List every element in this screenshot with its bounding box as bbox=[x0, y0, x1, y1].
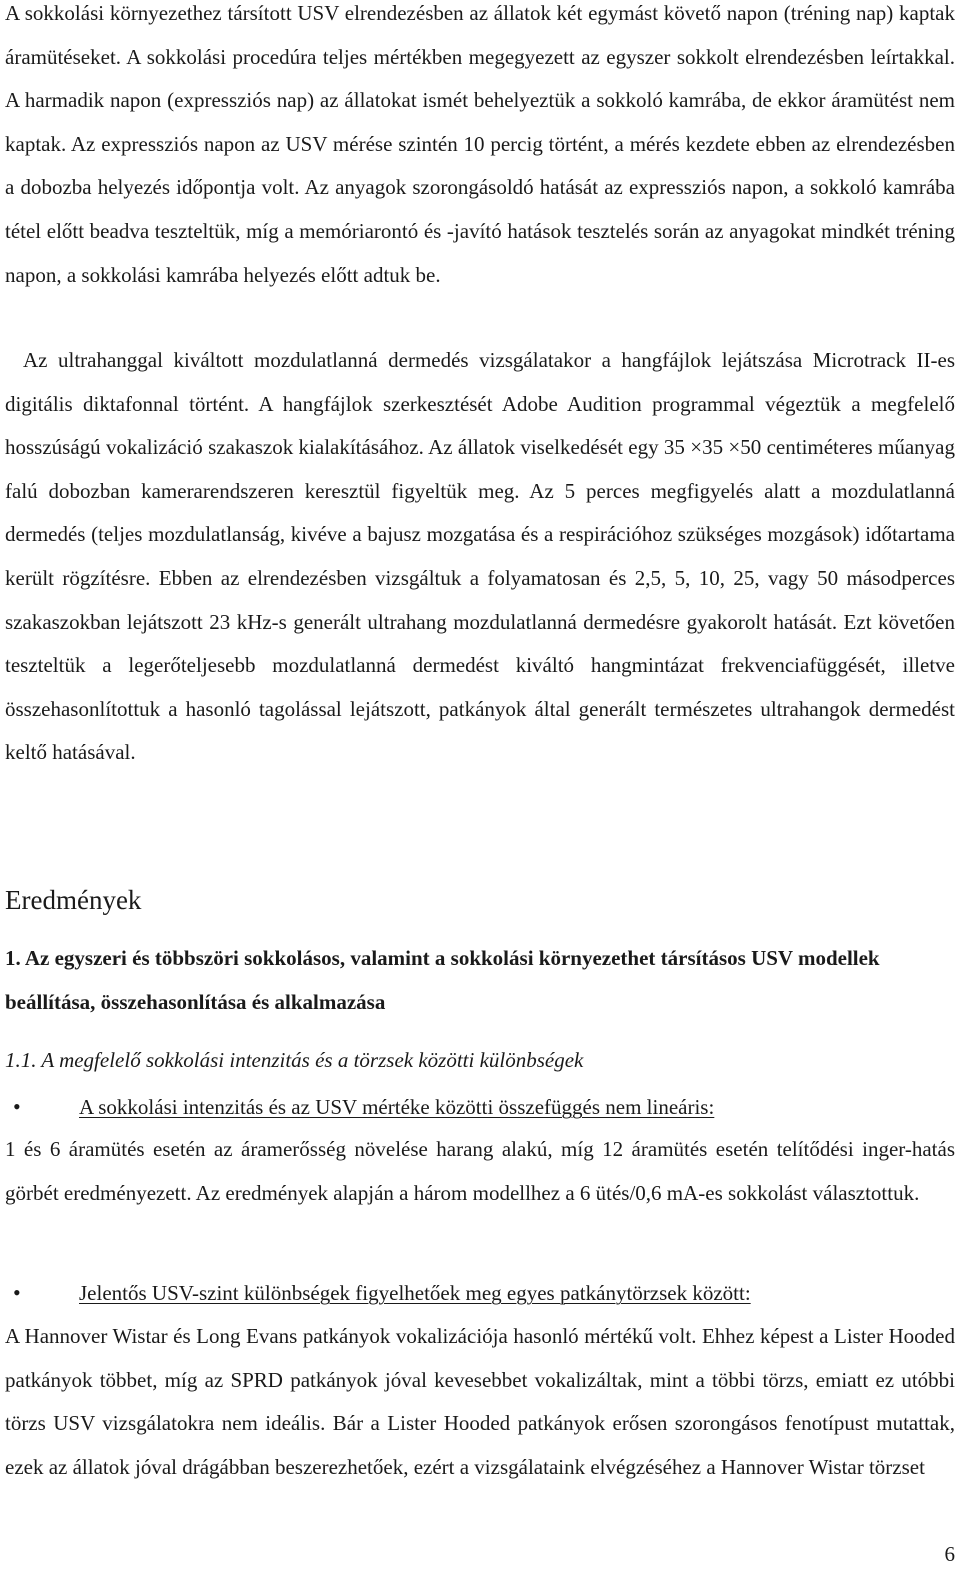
subsection-heading: 1. Az egyszeri és többszöri sokkolásos, valamint a sokkolási környezethet társításos USV modellek beállítása, összehasonlítása és alkalmazása bbox=[5, 946, 880, 1014]
bullet-2-body: A Hannover Wistar és Long Evans patkányok vokalizációja hasonló mértékű volt. Ehhez képest a Lister Hooded patkányok többet, míg az SPRD patkányok jóval kevesebbet vokalizáltak, mint a többi törzs, emiatt ez utóbbi törzs USV vizsgálatokra nem ideális. Bár a Lister Hooded patkányok erősen szorongásos fenotípust mutattak, ezek az állatok jóval drágábban beszerezhetőek, ezért a vizsgálataink elvégzéséhez a Hannover Wistar törzset bbox=[5, 1324, 955, 1479]
bullet-2-body-block bbox=[5, 1315, 955, 1489]
bullet-heading: Jelentős USV-szint különbségek figyelhetőek meg egyes patkánytörzsek között: bbox=[79, 1281, 751, 1305]
ultrasound-paragraph-block bbox=[5, 339, 955, 775]
subsubsection-heading: 1.1. A megfelelő sokkolási intenzitás és a törzsek közötti különbségek bbox=[5, 1048, 584, 1072]
page-number: 6 bbox=[944, 1542, 955, 1566]
section-heading: Eredmények bbox=[5, 885, 142, 915]
bullet-1-body: 1 és 6 áramütés esetén az áramerősség növelése harang alakú, míg 12 áramütés esetén telítődési inger-hatás görbét eredményezett. Az eredmények alapján a három modellhez a 6 ütés/0,6 mA-es sokkolást választottuk. bbox=[5, 1137, 955, 1205]
bullet-heading: A sokkolási intenzitás és az USV mértéke közötti összefüggés nem lineáris: bbox=[79, 1095, 715, 1119]
ultrasound-paragraph: Az ultrahanggal kiváltott mozdulatlanná dermedés vizsgálatakor a hangfájlok lejátszása Microtrack II-es digitális diktafonnal történt. A hangfájlok szerkesztését Adobe Audition programmal végeztük a megfelelő hosszúságú vokalizáció szakaszok kialakításához. Az állatok viselkedését egy 35 ×35 ×50 centiméteres műanyag falú dobozban kamerarendszeren keresztül figyeltük meg. Az 5 perces megfigyelés alatt a mozdulatlanná dermedés (teljes mozdulatlanság, kivéve a bajusz mozgatása és a respirációhoz szükséges mozgások) időtartama került rögzítésre. Ebben az elrendezésben vizsgáltuk a folyamatosan és 2,5, 5, 10, 25, vagy 50 másodperces szakaszokban lejátszott 23 kHz-s generált ultrahang mozdulatlanná dermedésre gyakorolt hatását. Ezt követően teszteltük a legerőteljesebb mozdulatlanná dermedést kiváltó hangmintázat frekvenciafüggését, illetve összehasonlítottuk a hasonló tagolással lejátszott, patkányok által generált természetes ultrahangok dermedést keltő hatásával. bbox=[5, 348, 955, 765]
bullet-1-body-block bbox=[5, 1128, 955, 1215]
intro-paragraph-block bbox=[5, 0, 955, 297]
bullet-icon: • bbox=[13, 1280, 21, 1305]
bullet-icon: • bbox=[13, 1094, 21, 1119]
intro-paragraph: A sokkolási környezethez társított USV elrendezésben az állatok két egymást követő napon (tréning nap) kaptak áramütéseket. A sokkolási procedúra teljes mértékben megegyezett az egyszer sokkolt elrendezésben leírtakkal. A harmadik napon (expressziós nap) az állatokat ismét behelyeztük a sokkoló kamrába, de ekkor áramütést nem kaptak. Az expressziós napon az USV mérése szintén 10 percig történt, a mérés kezdete ebben az elrendezésben a dobozba helyezés időpontja volt. Az anyagok szorongásoldó hatását az expressziós napon, a sokkoló kamrába tétel előtt beadva teszteltük, míg a memóriarontó és -javító hatások tesztelés során az anyagokat mindkét tréning napon, a sokkolási kamrába helyezés előtt adtuk be. bbox=[5, 1, 955, 287]
